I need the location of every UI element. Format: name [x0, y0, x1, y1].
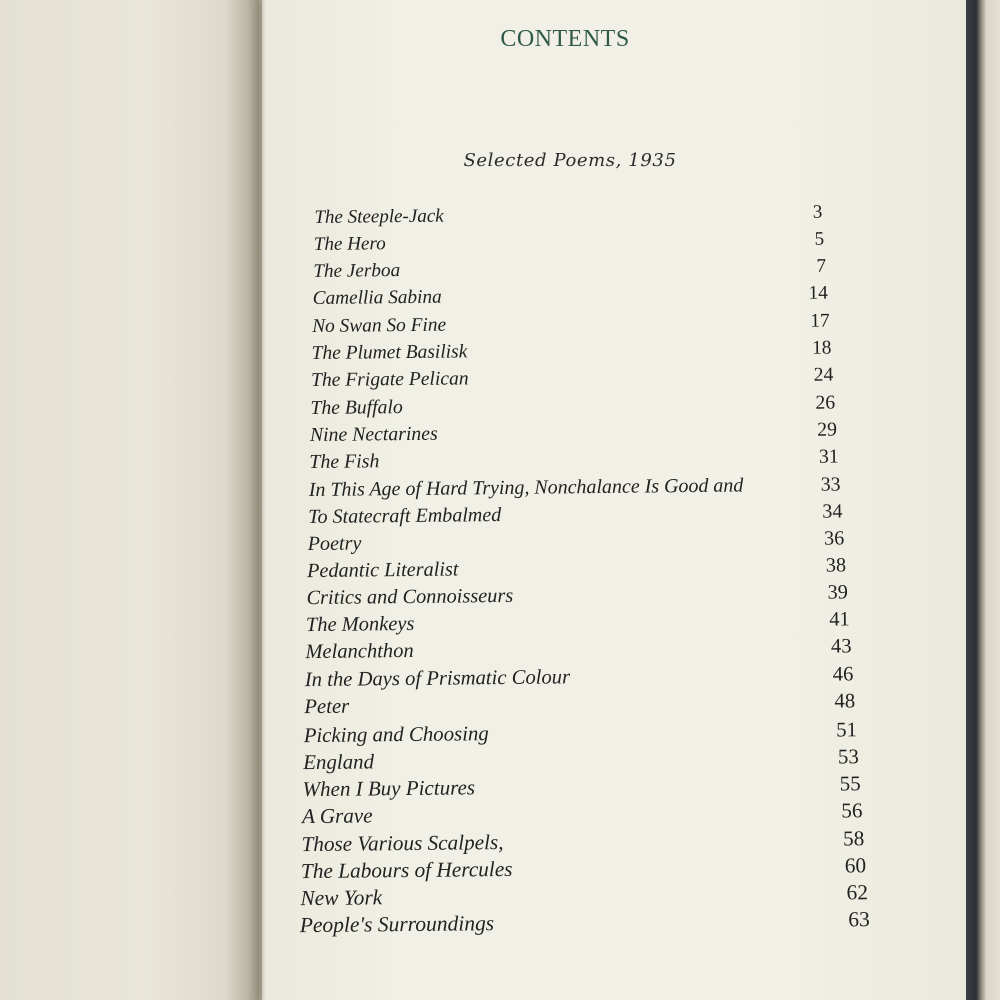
toc-entry-page: 43	[830, 635, 852, 659]
toc-entry-page: 60	[844, 852, 867, 878]
toc-entry-title: In This Age of Hard Trying, Nonchalance Is Good and	[308, 474, 744, 501]
toc-entry-title: The Buffalo	[310, 396, 403, 420]
toc-entry-title: England	[303, 749, 375, 775]
toc-entry-page: 63	[848, 907, 870, 932]
section-title: Selected Poems, 1935	[463, 150, 677, 171]
toc-entry-page: 48	[834, 690, 856, 713]
toc-entry-page: 46	[832, 662, 854, 686]
toc-entry-title: Peter	[304, 695, 350, 718]
toc-entry-title: The Frigate Pelican	[310, 368, 469, 391]
toc-entry-page: 38	[825, 554, 847, 577]
toc-entry-title: The Plumet Basilisk	[311, 341, 468, 364]
toc-entry-page: 17	[810, 310, 830, 332]
toc-entry-page: 36	[823, 527, 845, 550]
toc-entry	[300, 907, 870, 941]
toc-entry-title: Camellia Sabina	[312, 287, 442, 310]
toc-entry-page: 39	[827, 581, 848, 604]
toc-entry-page: 51	[836, 717, 858, 742]
toc-entry-title: The Monkeys	[305, 613, 415, 637]
toc-entry-title: The Hero	[313, 233, 386, 256]
toc-entry-title: Melanchthon	[305, 640, 414, 664]
contents-heading: CONTENTS	[500, 26, 630, 52]
toc-entry-title: The Fish	[309, 450, 380, 474]
toc-entry-page: 41	[829, 608, 850, 631]
toc-entry-page: 62	[846, 880, 869, 905]
toc-entry-page: 34	[822, 500, 843, 523]
toc-entry-title: In the Days of Prismatic Colour	[304, 665, 571, 691]
toc-entry-page: 5	[814, 228, 825, 250]
toc-entry-title: New York	[300, 885, 383, 910]
toc-entry-page: 33	[820, 473, 841, 496]
toc-entry-title: The Steeple-Jack	[314, 205, 444, 228]
toc-entry-page: 29	[817, 418, 838, 441]
toc-entry-page: 53	[837, 744, 859, 769]
toc-entry-page: 7	[816, 255, 827, 278]
toc-entry-page: 26	[815, 391, 836, 414]
toc-entry-page: 18	[811, 337, 832, 359]
toc-entry-title: Critics and Connoisseurs	[306, 585, 514, 610]
toc-entry-title: Picking and Choosing	[303, 721, 489, 748]
toc-entry-title: Pedantic Literalist	[306, 558, 459, 583]
toc-entry-title: The Jerboa	[313, 260, 401, 283]
toc-entry-page: 14	[808, 283, 828, 305]
toc-entry-title: The Labours of Hercules	[300, 856, 513, 883]
toc-entry-page: 58	[842, 825, 865, 851]
toc-entry-page: 31	[818, 445, 839, 469]
toc-entry-page: 3	[812, 201, 823, 223]
toc-entry-page: 56	[841, 798, 863, 823]
toc-entry-title: When I Buy Pictures	[302, 775, 476, 802]
toc-entry-title: Poetry	[307, 532, 362, 555]
toc-entry-title: People's Surroundings	[299, 911, 495, 938]
toc-entry-page: 24	[813, 364, 834, 386]
toc-entry-title: No Swan So Fine	[312, 314, 447, 337]
toc-entry-page: 55	[839, 771, 861, 796]
toc-entry-title: A Grave	[301, 803, 373, 829]
toc-entry-title: Those Various Scalpels,	[301, 829, 504, 856]
toc-entry-title: Nine Nectarines	[309, 422, 438, 447]
toc-entry-title: To Statecraft Embalmed	[308, 503, 502, 528]
